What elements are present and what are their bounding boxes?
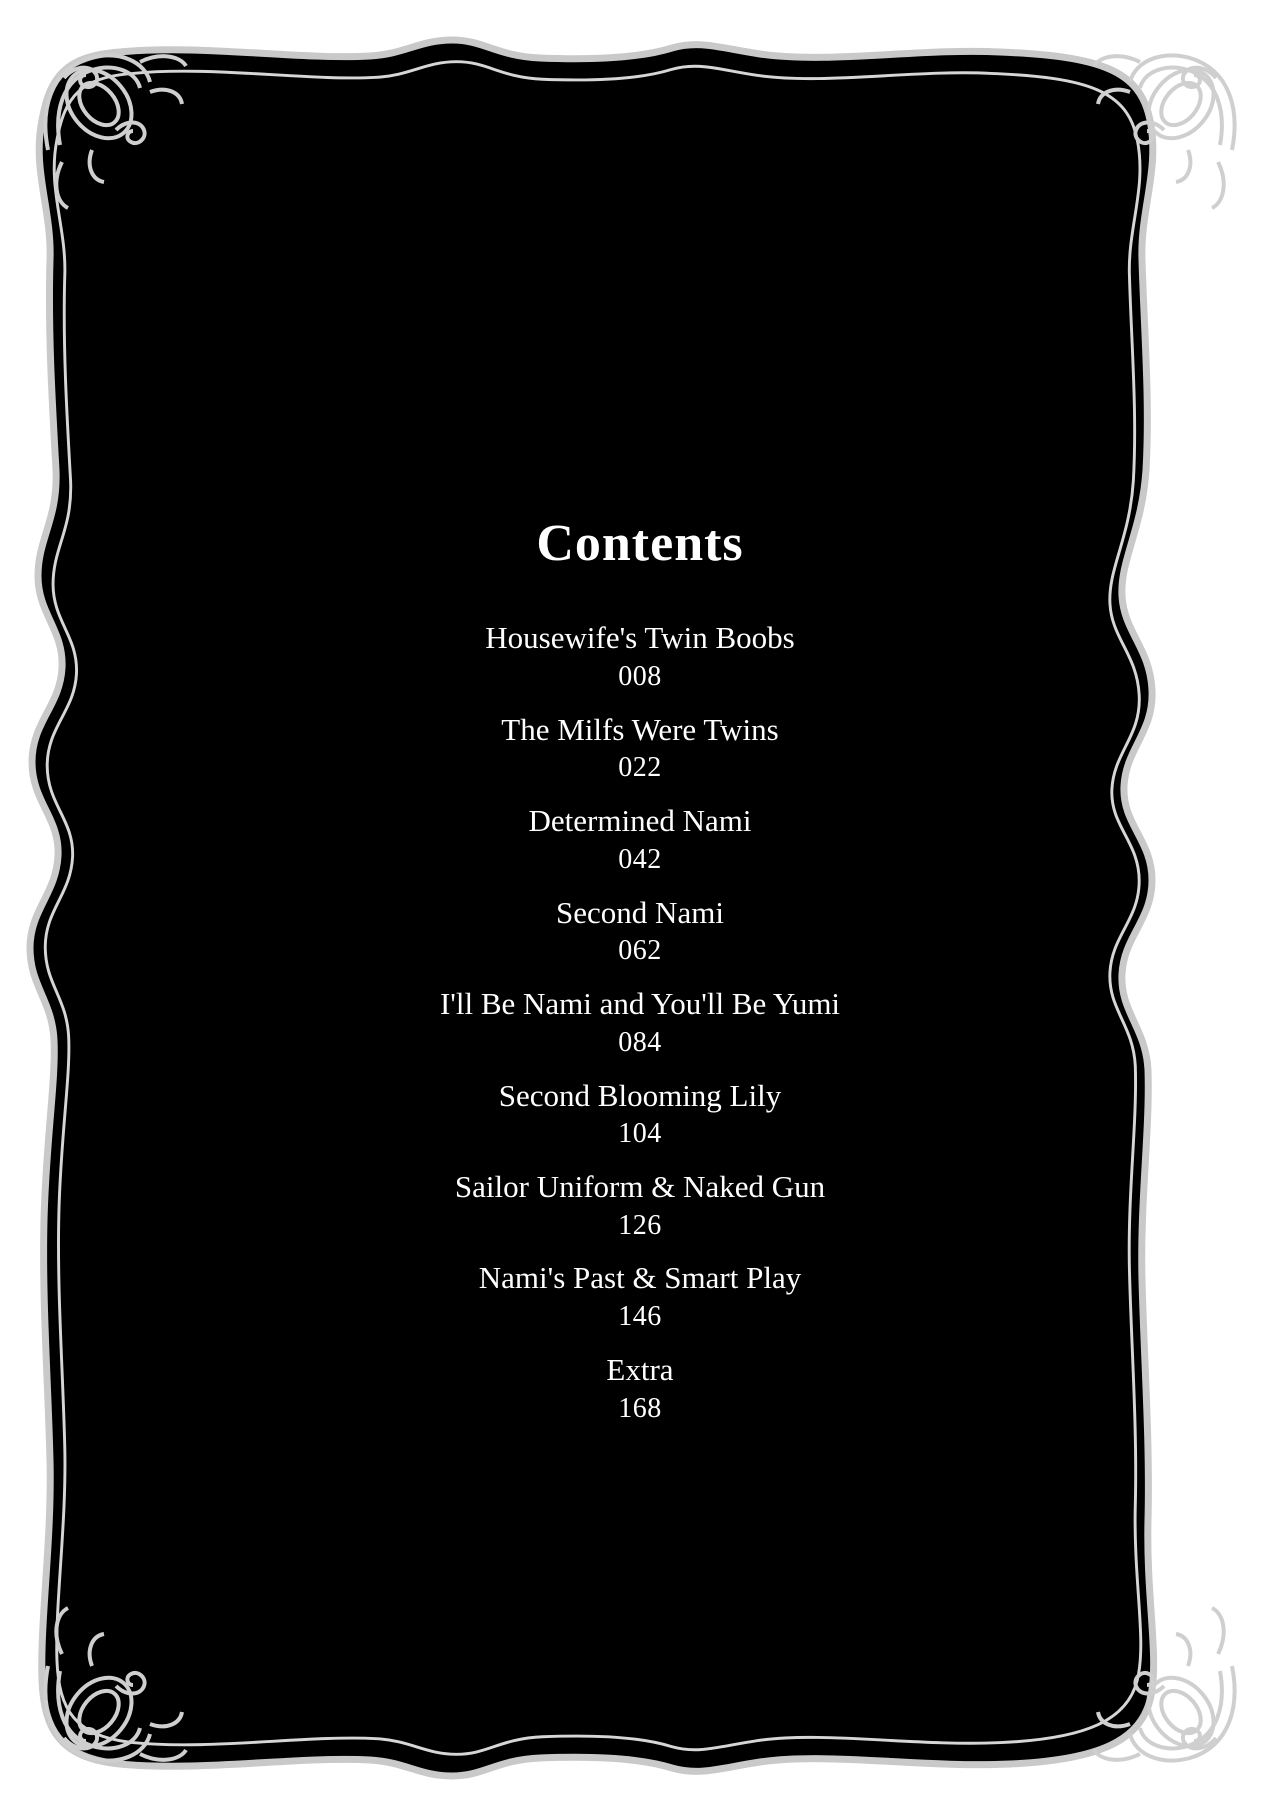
list-item[interactable] bbox=[250, 618, 1030, 695]
toc-entry-page: 146 bbox=[618, 1301, 662, 1333]
toc-entry-title: Sailor Uniform & Naked Gun bbox=[454, 1169, 826, 1204]
toc-entry-title: Nami's Past & Smart Play bbox=[478, 1260, 802, 1296]
list-item[interactable] bbox=[250, 893, 1030, 970]
toc-entry-title: Second Blooming Lily bbox=[498, 1077, 782, 1113]
toc-entry-page: 008 bbox=[618, 660, 662, 692]
toc-entry-title: The Milfs Were Twins bbox=[501, 711, 779, 747]
page-title: Contents bbox=[536, 515, 744, 572]
toc-entry-title: Second Nami bbox=[556, 894, 724, 930]
list-item[interactable] bbox=[250, 710, 1030, 787]
toc-entry-page: 022 bbox=[618, 752, 662, 784]
toc-entry-title: I'll Be Nami and You'll Be Yumi bbox=[439, 986, 841, 1022]
toc-entry-title: Extra bbox=[606, 1351, 674, 1387]
list-item[interactable] bbox=[250, 984, 1030, 1061]
toc-entry-title: Housewife's Twin Boobs bbox=[485, 620, 795, 656]
toc-entry-page: 062 bbox=[618, 935, 662, 967]
list-item[interactable] bbox=[250, 801, 1030, 878]
toc-entry-page: 042 bbox=[618, 843, 662, 875]
toc-entry-page: 126 bbox=[618, 1209, 662, 1241]
toc-entry-page: 104 bbox=[618, 1118, 662, 1150]
list-item[interactable] bbox=[250, 1258, 1030, 1335]
list-item[interactable] bbox=[250, 1350, 1030, 1427]
toc-entry-page: 168 bbox=[618, 1392, 662, 1424]
list-item[interactable] bbox=[250, 1167, 1030, 1244]
toc-entry-title: Determined Nami bbox=[528, 803, 752, 839]
list-item[interactable] bbox=[250, 1076, 1030, 1153]
toc-entry-page: 084 bbox=[618, 1026, 662, 1058]
table-of-contents-list bbox=[250, 618, 1030, 1427]
